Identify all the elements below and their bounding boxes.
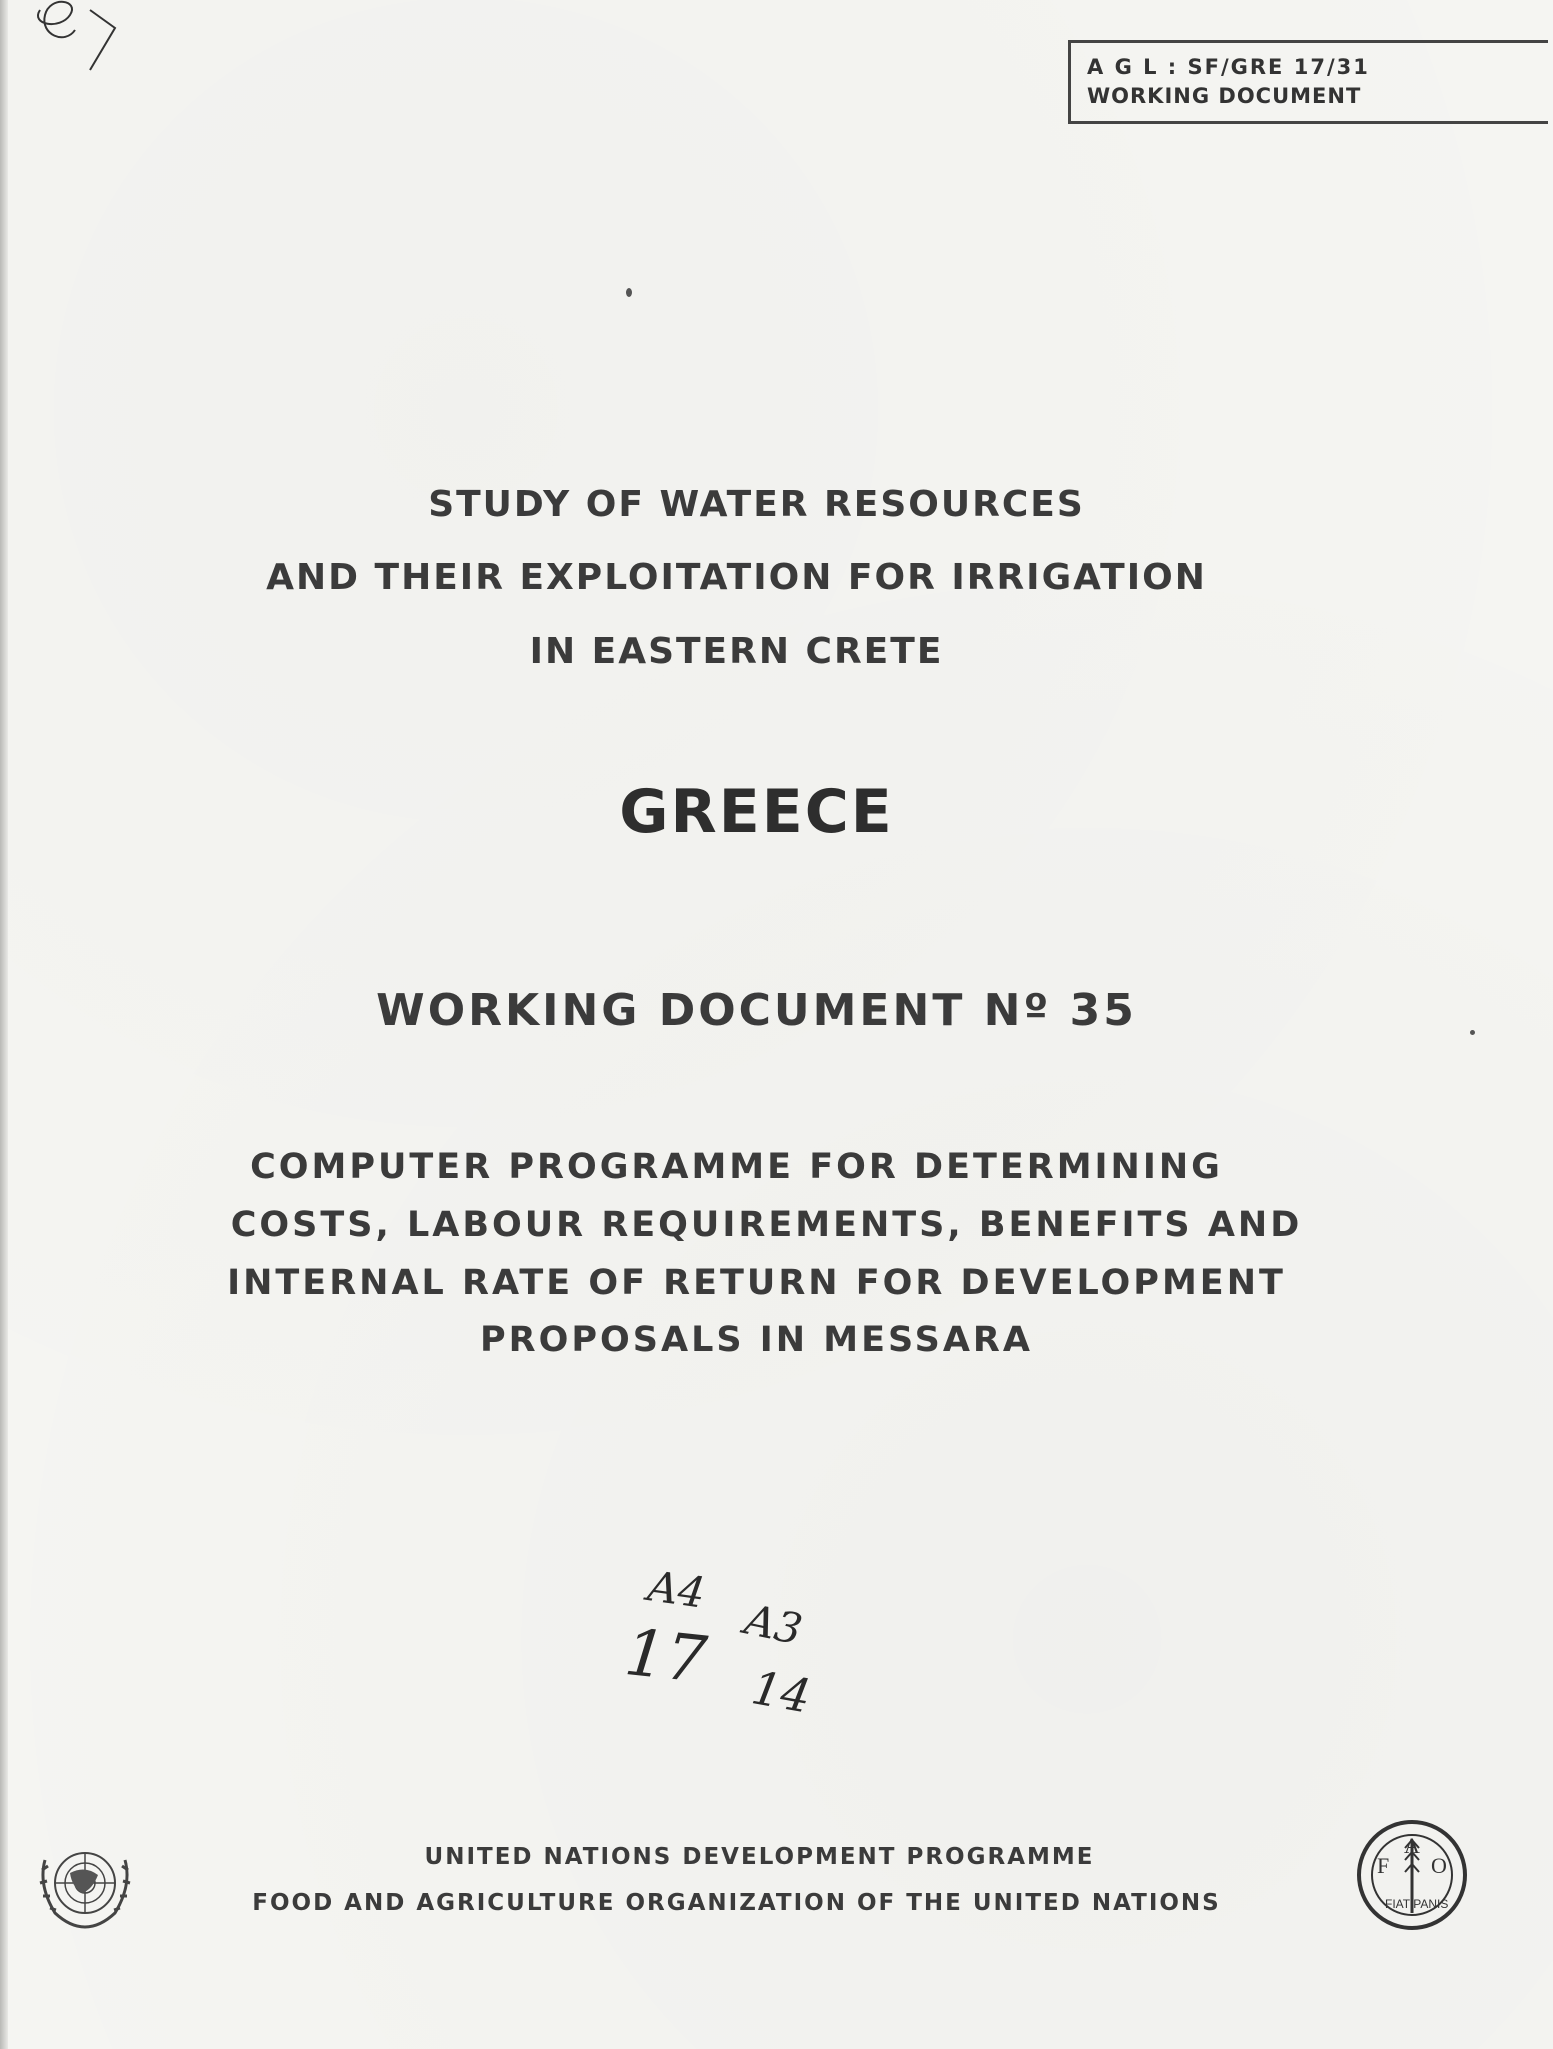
study-title-line-3: IN EASTERN CRETE — [529, 631, 944, 672]
ink-speck — [626, 288, 632, 297]
subject-line-4: PROPOSALS IN MESSARA — [480, 1320, 1033, 1360]
handwritten-note-a3: A3 — [740, 1594, 807, 1655]
reference-box — [1068, 40, 1548, 124]
fao-letter-f: F — [1377, 1853, 1390, 1878]
fao-logo — [1355, 1818, 1470, 1933]
handwritten-note-a4: A4 — [644, 1561, 709, 1618]
fao-letter-o: O — [1431, 1853, 1447, 1878]
study-title-line-1: STUDY OF WATER RESOURCES — [428, 484, 1085, 525]
reference-code: A G L : SF/GRE 17/31 — [1087, 55, 1370, 79]
handwritten-corner-mark — [20, 0, 130, 80]
corner-mark-text: 8 — [75, 40, 76, 41]
country-title: GREECE — [619, 777, 894, 847]
working-document-number: WORKING DOCUMENT Nº 35 — [376, 985, 1137, 1036]
organization-undp: UNITED NATIONS DEVELOPMENT PROGRAMME — [424, 1844, 1095, 1870]
study-title-line-2: AND THEIR EXPLOITATION FOR IRRIGATION — [266, 557, 1207, 598]
handwritten-note-14: 14 — [747, 1660, 815, 1724]
reference-label: WORKING DOCUMENT — [1087, 84, 1362, 108]
subject-line-1: COMPUTER PROGRAMME FOR DETERMINING — [250, 1147, 1223, 1187]
subject-line-3: INTERNAL RATE OF RETURN FOR DEVELOPMENT — [227, 1263, 1286, 1303]
organization-fao: FOOD AND AGRICULTURE ORGANIZATION OF THE UNITED NATIONS — [252, 1890, 1221, 1916]
fao-letter-a: A — [1404, 1833, 1420, 1858]
handwritten-note-17: 17 — [621, 1615, 711, 1699]
fao-motto: FIAT PANIS — [1385, 1897, 1449, 1911]
subject-line-2: COSTS, LABOUR REQUIREMENTS, BENEFITS AND — [230, 1205, 1303, 1245]
